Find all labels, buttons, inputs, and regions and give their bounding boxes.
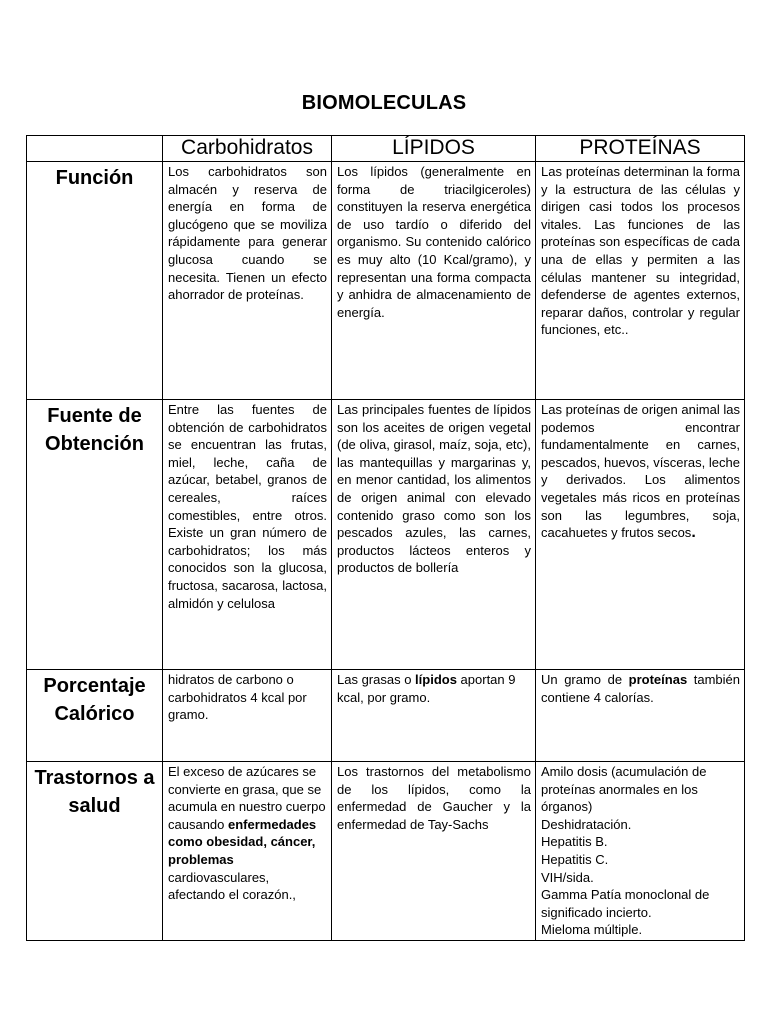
cell-funcion-proteinas: Las proteínas determinan la forma y la estructura de las células y dirigen casi todos los procesos vitales. Las funciones de las proteínas son específicas de cada una de ellas y permiten a las células mantener su integridad, defenderse de agentes externos, reparar daños, controlar y regular funciones, etc.. [536, 162, 745, 400]
cell-fuente-proteinas [536, 400, 745, 670]
biomolecules-table [26, 135, 745, 941]
header-row [27, 136, 745, 162]
trastornos-carbohidratos-pre: El exceso de azúcares se convierte en grasa, que se acumula en nuestro cuerpo causando [168, 764, 326, 832]
table-row-fuente [27, 400, 745, 670]
cell-funcion-carbohidratos: Los carbohidratos son almacén y reserva de energía en forma de glucógeno que se moviliza rápidamente para generar glucosa cuando se necesita. Tienen un efecto ahorrador de proteínas. [163, 162, 332, 400]
porcentaje-lipidos-bold: lípidos [415, 672, 457, 687]
row-label-trastornos: Trastornos a salud [27, 762, 163, 941]
fuente-proteinas-text: Las proteínas de origen animal las podemos encontrar fundamentalmente en carnes, pescados, huevos, vísceras, leche y derivados. Los alimentos vegetales más ricos en proteínas son las legumbres, soja, cacahuetes y frutos secos [541, 402, 740, 541]
porcentaje-proteinas-post: también contiene 4 calorías. [541, 672, 740, 705]
porcentaje-lipidos-pre: Las grasas o [337, 672, 416, 687]
cell-porcentaje-carbohidratos: hidratos de carbono o carbohidratos 4 kcal por gramo. [163, 670, 332, 762]
header-empty-cell [27, 136, 163, 162]
trastornos-proteinas-line: Deshidratación. [541, 816, 632, 832]
cell-porcentaje-lipidos [332, 670, 536, 762]
porcentaje-proteinas-pre: Un gramo de [541, 672, 629, 687]
cell-trastornos-carbohidratos [163, 762, 332, 941]
table-row-trastornos [27, 762, 745, 941]
trastornos-proteinas-line: Hepatitis B. [541, 834, 608, 850]
trastornos-carbohidratos-bold: enfermedades como obesidad, cáncer, problemas [168, 816, 317, 867]
document-title: BIOMOLECULAS [301, 92, 467, 114]
header-carbohidratos: Carbohidratos [163, 136, 332, 162]
row-label-fuente: Fuente de Obtención [27, 400, 163, 670]
row-label-porcentaje: Porcentaje Calórico [27, 670, 163, 762]
trastornos-carbohidratos-post: cardiovasculares, afectando el corazón., [168, 869, 296, 903]
porcentaje-lipidos-post: aportan 9 kcal, por gramo. [337, 672, 516, 705]
header-lipidos: LÍPIDOS [332, 136, 536, 162]
cell-trastornos-proteinas [536, 762, 745, 941]
trastornos-proteinas-line: Mieloma múltiple. [541, 922, 643, 938]
cell-fuente-lipidos: Las principales fuentes de lípidos son los aceites de origen vegetal (de oliva, girasol, maíz, soja, etc), las mantequillas y margarinas y, en menor cantidad, los alimentos de origen animal con elevado contenido graso como son los pescados azules, las carnes, productos lácteos enteros y productos de bollería [332, 400, 536, 670]
header-proteinas: PROTEÍNAS [536, 136, 745, 162]
row-label-funcion: Función [27, 162, 163, 400]
fuente-proteinas-period: . [691, 524, 696, 542]
trastornos-proteinas-line: Gamma Patía monoclonal de significado incierto. [541, 887, 710, 920]
cell-porcentaje-proteinas [536, 670, 745, 762]
table-row-funcion [27, 162, 745, 400]
trastornos-proteinas-line: Amilo dosis (acumulación de proteínas anormales en los órganos) [541, 764, 707, 815]
cell-trastornos-lipidos: Los trastornos del metabolismo de los lípidos, como la enfermedad de Gaucher y la enfermedad de Tay-Sachs [332, 762, 536, 941]
cell-fuente-carbohidratos: Entre las fuentes de obtención de carbohidratos se encuentran las frutas, miel, leche, caña de azúcar, betabel, granos de cereales, raíces comestibles, entre otros. Existe un gran número de carbohidratos; los más conocidos son la glucosa, fructosa, sacarosa, lactosa, almidón y celulosa [163, 400, 332, 670]
trastornos-proteinas-line: VIH/sida. [541, 869, 594, 885]
cell-funcion-lipidos: Los lípidos (generalmente en forma de triacilgiceroles) constituyen la reserva energética de uso tardío o diferido del organismo. Su contenido calórico es muy alto (10 Kcal/gramo), y representan una forma compacta y anhidra de almacenamiento de energía. [332, 162, 536, 400]
table-row-porcentaje [27, 670, 745, 762]
trastornos-proteinas-line: Hepatitis C. [541, 851, 609, 867]
porcentaje-proteinas-bold: proteínas [628, 672, 688, 687]
